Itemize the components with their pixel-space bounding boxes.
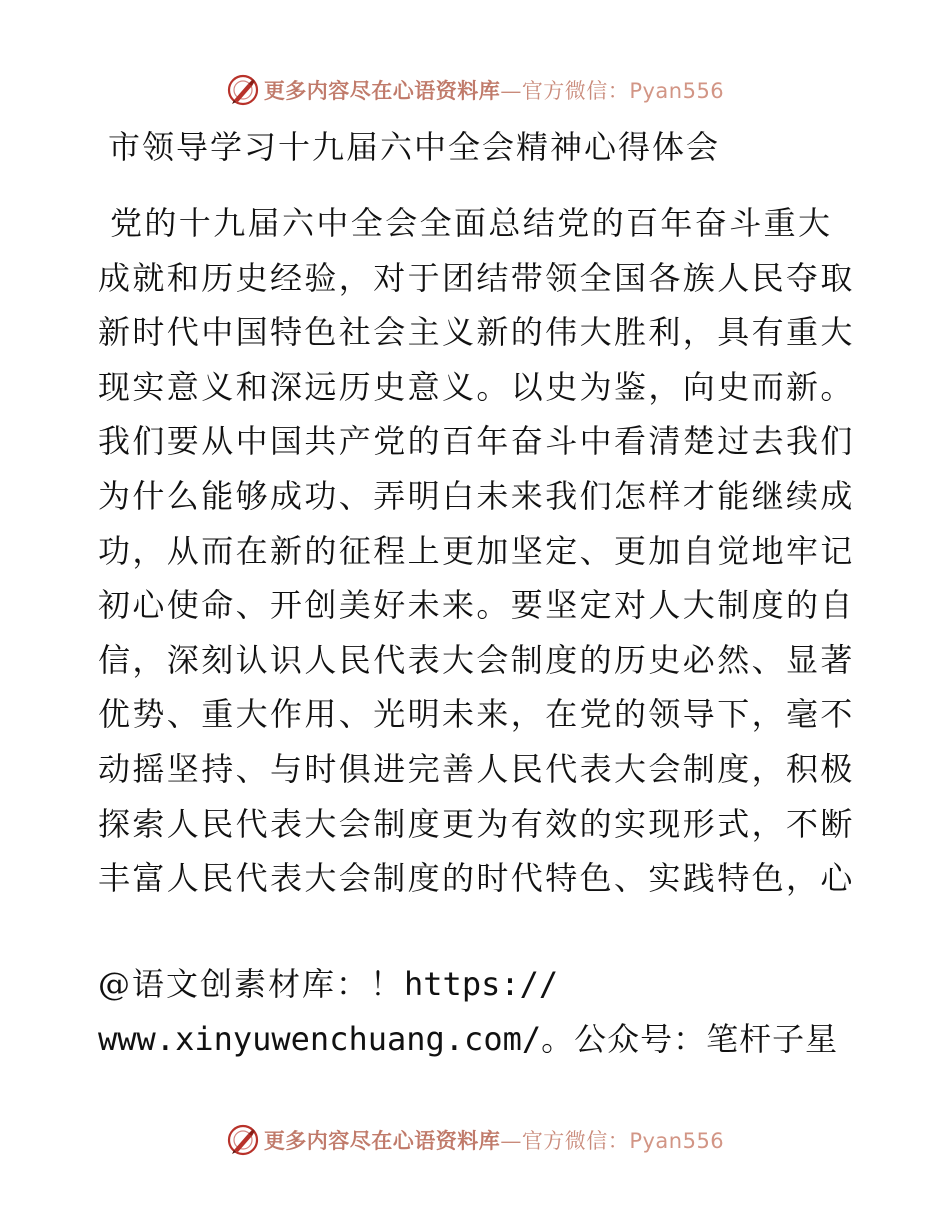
pen-logo-icon — [226, 1123, 260, 1157]
footer-watermark-wechat-id: Pyan556 — [629, 1129, 725, 1153]
header-watermark-main: 更多内容尽在心语资料库 — [263, 78, 501, 103]
footer-watermark-banner — [0, 1120, 950, 1160]
document-body-paragraph — [98, 196, 858, 906]
source-prefix: @语文创素材库：！ — [98, 965, 405, 1003]
document-title: 市领导学习十九届六中全会精神心得体会 — [108, 128, 721, 166]
source-url-host: www.xinyuwenchuang.com/ — [98, 1020, 542, 1058]
header-watermark-text — [264, 75, 724, 105]
url-line — [98, 1014, 838, 1060]
body-text: 党的十九届六中全会全面总结党的百年奋斗重大成就和历史经验，对于团结带领全国各族人民夺取新时代中国特色社会主义新的伟大胜利，具有重大现实意义和深远历史意义。以史为鉴，向史而新。我们要从中国共产党的百年奋斗中看清楚过去我们为什么能够成功、弄明白未来我们怎样才能继续成功，从而在新的征程上更加坚定、更加自觉地牢记初心使命、开创美好未来。要坚定对人大制度的自信，深刻认识人民代表大会制度的历史必然、显著优势、重大作用、光明未来，在党的领导下，毫不动摇坚持、与时俱进完善人民代表大会制度，积极探索人民代表大会制度更为有效的实现形式，不断丰富人民代表大会制度的时代特色、实践特色，心 — [98, 204, 855, 898]
header-watermark-wechat-id: Pyan556 — [629, 79, 725, 103]
footer-watermark-wechat-label: 官方微信： — [521, 1129, 630, 1153]
footer-watermark-main: 更多内容尽在心语资料库 — [263, 1128, 501, 1153]
source-suffix: 。公众号：笔杆子星 — [541, 1020, 839, 1058]
footer-watermark-text — [264, 1125, 724, 1155]
header-watermark-separator: — — [500, 79, 522, 103]
source-line — [98, 959, 558, 1005]
header-watermark-wechat-label: 官方微信： — [521, 79, 630, 103]
pen-logo-icon — [226, 73, 260, 107]
source-url-scheme: https:// — [404, 965, 559, 1003]
header-watermark-banner — [0, 70, 950, 110]
footer-watermark-separator: — — [500, 1129, 522, 1153]
